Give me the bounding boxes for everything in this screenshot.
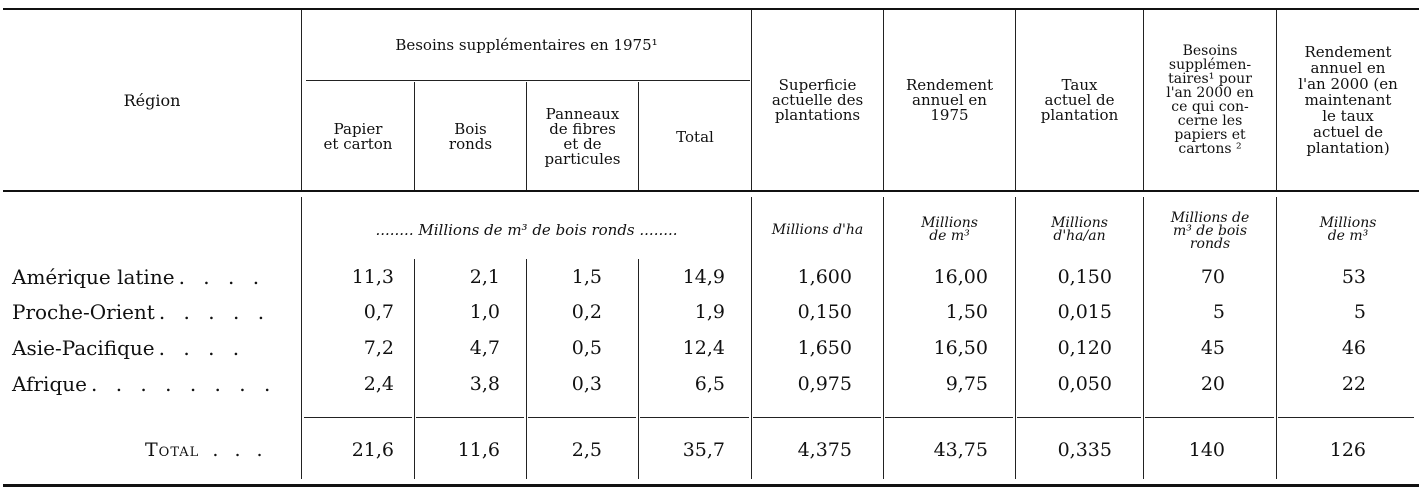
unit-superficie: Millions d'ha — [771, 221, 864, 238]
cell-total: 12,4 — [682, 337, 725, 359]
total-panneaux: 2,5 — [571, 439, 602, 461]
total-besoins-2000: 140 — [1188, 439, 1225, 461]
cell-taux: 0,050 — [1057, 373, 1112, 395]
col-bois-ronds: Bois ronds — [448, 120, 493, 153]
cell-rendement-2000: 22 — [1341, 373, 1366, 395]
leader-dots: . . . . — [178, 265, 266, 289]
cell-rendement-2000: 5 — [1353, 301, 1366, 323]
cell-taux: 0,015 — [1057, 301, 1112, 323]
col-rendement-1975: Rendement annuel en 1975 — [905, 75, 994, 124]
leader-dots: . . . . — [158, 336, 246, 360]
cell-papier: 0,7 — [363, 301, 394, 323]
total-rule — [1278, 417, 1414, 418]
leader-dots: . . . — [212, 439, 268, 461]
cell-panneaux: 1,5 — [571, 266, 602, 288]
total-rule — [1017, 417, 1141, 418]
total-rule — [640, 417, 749, 418]
cell-taux: 0,150 — [1057, 266, 1112, 288]
unit-taux: Millions d'ha/an — [1051, 215, 1108, 244]
unit-group: ........ Millions de m³ de bois ronds ........ — [375, 220, 678, 239]
col-besoins-2000: Besoins supplémen- taires¹ pour l'an 2000 en ce qui con- cerne les papiers et cartons ² — [1166, 43, 1254, 157]
cell-papier: 7,2 — [363, 337, 394, 359]
leader-dots: . . . . . . . . — [90, 372, 277, 396]
total-rule — [528, 417, 636, 418]
group-header: Besoins supplémentaires en 1975¹ — [395, 35, 658, 54]
cell-taux: 0,120 — [1057, 337, 1112, 359]
cell-rendement-2000: 53 — [1341, 266, 1366, 288]
total-rendement-2000: 126 — [1329, 439, 1366, 461]
table-row — [12, 298, 294, 326]
cell-total: 6,5 — [694, 373, 725, 395]
region-header: Région — [123, 90, 181, 110]
cell-panneaux: 0,3 — [571, 373, 602, 395]
group-underline — [306, 80, 750, 81]
region-label: Asie-Pacifique — [12, 336, 155, 360]
cell-panneaux: 0,5 — [571, 337, 602, 359]
table-row — [12, 370, 294, 398]
cell-bois: 1,0 — [469, 301, 500, 323]
cell-rendement-1975: 16,00 — [933, 266, 988, 288]
total-bois: 11,6 — [457, 439, 500, 461]
total-rule — [885, 417, 1013, 418]
region-label: Proche-Orient — [12, 300, 155, 324]
cell-besoins-2000: 70 — [1200, 266, 1225, 288]
cell-rendement-2000: 46 — [1341, 337, 1366, 359]
total-rendement-1975: 43,75 — [933, 439, 988, 461]
col-papier-carton: Papier et carton — [323, 120, 393, 153]
total-label: Total — [145, 439, 200, 461]
cell-superficie: 0,975 — [797, 373, 852, 395]
cell-besoins-2000: 5 — [1212, 301, 1225, 323]
unit-besoins-2000: Millions de m³ de bois ronds — [1170, 209, 1250, 252]
total-row-label — [145, 436, 295, 464]
col-rendement-2000: Rendement annuel en l'an 2000 (en maintenant le taux actuel de plantation) — [1298, 43, 1398, 157]
cell-rendement-1975: 16,50 — [933, 337, 988, 359]
cell-papier: 2,4 — [363, 373, 394, 395]
total-rule — [304, 417, 412, 418]
cell-rendement-1975: 1,50 — [945, 301, 988, 323]
total-total: 35,7 — [682, 439, 725, 461]
cell-panneaux: 0,2 — [571, 301, 602, 323]
cell-bois: 2,1 — [469, 266, 500, 288]
cell-bois: 3,8 — [469, 373, 500, 395]
cell-besoins-2000: 45 — [1200, 337, 1225, 359]
total-rule — [753, 417, 881, 418]
cell-superficie: 1,650 — [797, 337, 852, 359]
table-row — [12, 263, 294, 291]
total-superficie: 4,375 — [797, 439, 852, 461]
cell-superficie: 1,600 — [797, 266, 852, 288]
header-bottom-rule — [3, 190, 1419, 192]
cell-bois: 4,7 — [469, 337, 500, 359]
region-label: Amérique latine — [12, 265, 175, 289]
col-taux: Taux actuel de plantation — [1040, 75, 1119, 124]
total-papier: 21,6 — [351, 439, 394, 461]
cell-papier: 11,3 — [351, 266, 394, 288]
table-row — [12, 334, 294, 362]
region-label: Afrique — [12, 372, 87, 396]
total-rule — [416, 417, 524, 418]
unit-rendement-2000: Millions de m³ — [1319, 215, 1377, 244]
cell-total: 14,9 — [682, 266, 725, 288]
total-taux: 0,335 — [1057, 439, 1112, 461]
cell-rendement-1975: 9,75 — [945, 373, 988, 395]
col-superficie: Superficie actuelle des plantations — [771, 75, 864, 124]
col-total: Total — [676, 127, 714, 146]
unit-rendement-1975: Millions de m³ — [921, 215, 978, 244]
cell-besoins-2000: 20 — [1200, 373, 1225, 395]
col-panneaux: Panneaux de fibres et de particules — [544, 105, 621, 168]
table-bottom-rule — [3, 484, 1419, 487]
cell-superficie: 0,150 — [797, 301, 852, 323]
cell-total: 1,9 — [694, 301, 725, 323]
total-rule — [1145, 417, 1274, 418]
leader-dots: . . . . . — [158, 300, 271, 324]
